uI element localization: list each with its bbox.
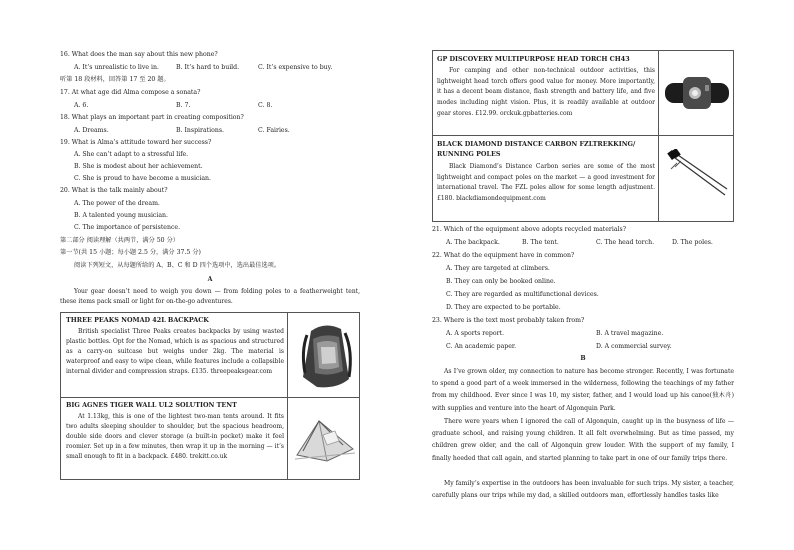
image-divider [287,313,288,479]
q21-option-a: A. The backpack. [446,239,500,246]
q20-option-a: A. The power of the dream. [74,200,160,207]
reading-instruction: 阅读下列短文，从每题所给的 A、B、C 和 D 四个选项中，选出最佳选项。 [74,262,281,269]
trekking-poles-image-icon [667,149,729,203]
q22-option-a: A. They are targeted at climbers. [446,265,550,272]
tent-description: At 1.13kg, this is one of the lightest two-man tents around. It fits two adults sleeping shoulder to shoulder, but the spacious headroom, double side doors and clever storage (a built-in pocket) make it feel roomier. Set up in a few minutes, then wrap it up in the morning — it’s small enough to fit in a backpack. £480. trekitt.co.uk [66,413,284,460]
q16-option-a: A. It’s unrealistic to live in. [74,64,159,71]
question-18: 18. What plays an important part in creating composition? [60,114,244,121]
poles-title: BLACK DIAMOND DISTANCE CARBON FZLTREKKING/ RUNNING POLES [437,140,636,159]
head-torch-image-icon [665,71,729,115]
q20-option-b: B. A talented young musician. [74,212,169,219]
q20-option-c: C. The importance of persistence. [74,224,181,231]
q23-option-b: B. A travel magazine. [596,330,664,337]
passage-b-paragraph-2: There were years when I ignored the call of Algonquin, caught up in the busyness of life — graduate school, and raising young children. It all felt overwhelming. But as time passed, my children grew older, and the call of Algonquin grew louder. With the support of my family, I finally heeded that call again, and started planning to take part in one of our family trips there. [432,418,734,462]
poles-description: Black Diamond’s Distance Carbon series are some of the most lightweight and compact poles on the market — a good investment for international travel. The FZL poles allow for some length adjustment. £180. blackdiamondequipment.com [437,163,655,203]
q17-option-c: C. 8. [258,102,273,109]
passage-b-paragraph-1: As I’ve grown older, my connection to nature has become stronger. Recently, I was fortunate to spend a good part of a week immersed in the wilderness, following the teachings of my father from my childhood. Ever since I was 10, my sister, father, and I would load up his canoe(独木舟) with supplies and venture into the heart of Algonquin Park. [432,368,734,412]
passage-a-intro: Your gear doesn’t need to weigh you down — from folding poles to a featherweight tent, these items pack small or light for on-the-go adventures. [60,288,360,305]
listening-note: 听第 18 段材料，回答第 17 至 20 题。 [60,76,170,83]
q19-option-b: B. She is modest about her achievement. [74,163,203,170]
question-21: 21. Which of the equipment above adopts recycled materials? [432,226,627,233]
question-17: 17. At what age did Alma compose a sonata? [60,89,201,96]
q18-option-c: C. Fairies. [258,127,290,134]
question-16: 16. What does the man say about this new phone? [60,51,218,58]
tent-image-icon [293,411,357,465]
q18-option-b: B. Inspirations. [176,127,224,134]
head-torch-description: For camping and other non-technical outdoor activities, this lightweight head torch offers good value for money. More importantly, it has a decent beam distance, flash strength and battery life, and five modes including night vision. Plus, it is readily available at outdoor gear stores. £12.99. orckuk.gpbatteries.com [437,67,655,117]
q17-option-a: A. 6. [74,102,89,109]
question-22: 22. What do the equipment have in common? [432,252,575,259]
q16-option-c: C. It’s expensive to buy. [258,64,333,71]
q22-option-b: B. They can only be booked online. [446,278,556,285]
q23-option-c: C. An academic paper. [446,343,517,350]
row-divider-right [433,135,733,136]
tent-title: BIG AGNES TIGER WALL UL2 SOLUTION TENT [66,401,237,409]
backpack-image-icon [297,321,355,391]
q16-option-b: B. It’s hard to build. [176,64,240,71]
question-20: 20. What is the talk mainly about? [60,187,168,194]
q19-option-a: A. She can’t adapt to a stressful life. [74,151,189,158]
question-23: 23. Where is the text most probably taken from? [432,317,585,324]
q17-option-b: B. 7. [176,102,191,109]
image-divider-right [658,51,659,221]
q22-option-d: D. They are expected to be portable. [446,304,561,311]
row-divider [61,397,359,398]
question-19: 19. What is Alma’s attitude toward her success? [60,139,212,146]
backpack-title: THREE PEAKS NOMAD 42L BACKPACK [66,316,209,324]
section-one-heading: 第一节(共 15 小题；每小题 2.5 分，满分 37.5 分) [60,249,201,256]
q21-option-b: B. The tent. [522,239,559,246]
product-box-right [432,50,734,222]
q21-option-c: C. The head torch. [596,239,655,246]
product-box-left [60,312,360,480]
q18-option-a: A. Dreams. [74,127,109,134]
passage-a-label: A [207,276,213,283]
passage-b-label: B [580,355,586,362]
part-two-heading: 第二部分 阅读理解（共两节，满分 50 分） [60,237,179,244]
q23-option-d: D. A commercial survey. [596,343,672,350]
backpack-description: British specialist Three Peaks creates backpacks by using wasted plastic bottles. Opt for the Nomad, which is as spacious and structured as a carry-on suitcase but weighs under 2kg. The material is waterproof and easy to wipe clean, while features include a collapsible internal divider and compression straps. £135. threepeaksgear.com [66,328,284,375]
passage-b-paragraph-3: My family’s expertise in the outdoors has been invaluable for such trips. My sister, a teacher, carefully plans our trips while my dad, a skilled outdoors man, effortlessly handles tasks like [432,480,734,500]
q19-option-c: C. She is proud to have become a musician. [74,175,212,182]
q22-option-c: C. They are regarded as multifunctional devices. [446,291,599,298]
q23-option-a: A. A sports report. [446,330,505,337]
q21-option-d: D. The poles. [672,239,713,246]
head-torch-title: GP DISCOVERY MULTIPURPOSE HEAD TORCH CH43 [437,55,630,63]
